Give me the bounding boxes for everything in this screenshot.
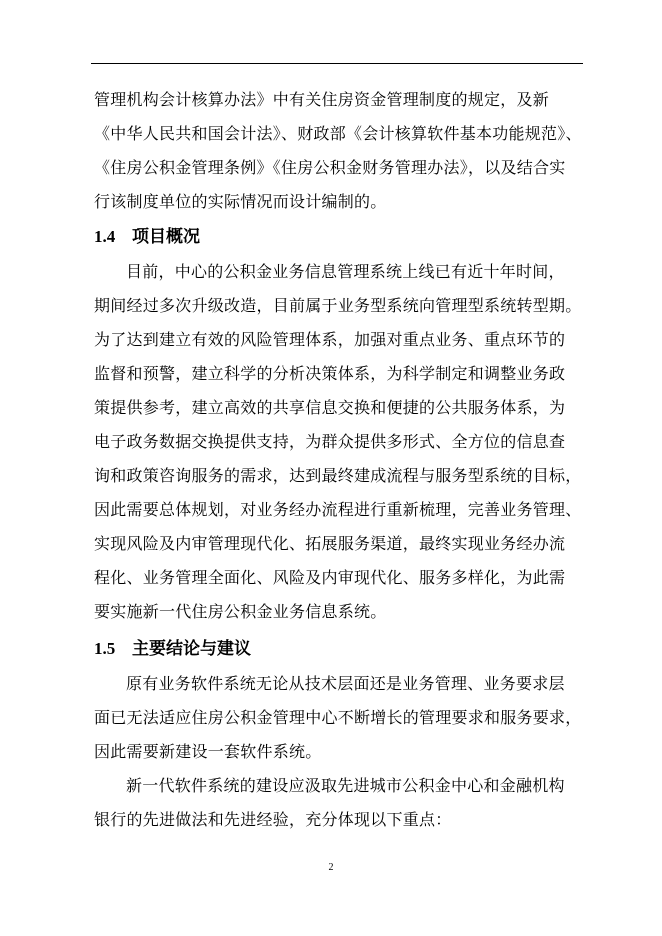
paragraph-line: 为了达到建立有效的风险管理体系，加强对重点业务、重点环节的 — [94, 330, 566, 349]
section-title: 主要结论与建议 — [132, 639, 251, 659]
paragraph-line: 原有业务软件系统无论从技术层面还是业务管理、业务要求层 — [126, 674, 565, 693]
paragraph-line: 电子政务数据交换提供支持，为群众提供多形式、全方位的信息查 — [94, 432, 566, 451]
section-heading-1-5 — [94, 636, 251, 662]
page-number: 2 — [328, 862, 334, 873]
paragraph-line: 要实施新一代住房公积金业务信息系统。 — [94, 602, 387, 621]
section-title: 项目概况 — [132, 227, 200, 247]
paragraph-line: 面已无法适应住房公积金管理中心不断增长的管理要求和服务要求， — [94, 708, 582, 727]
paragraph-line: 监督和预警，建立科学的分析决策体系，为科学制定和调整业务政 — [94, 364, 566, 383]
paragraph-line: 期间经过多次升级改造，目前属于业务型系统向管理型系统转型期。 — [94, 296, 582, 315]
paragraph-line: 《住房公积金管理条例》《住房公积金财务管理办法》，以及结合实 — [94, 158, 566, 177]
paragraph-line: 因此需要新建设一套软件系统。 — [94, 742, 322, 761]
paragraph-line: 程化、业务管理全面化、风险及内审现代化、服务多样化，为此需 — [94, 568, 566, 587]
paragraph-line: 新一代软件系统的建设应汲取先进城市公积金中心和金融机构 — [126, 776, 565, 795]
paragraph-line: 《中华人民共和国会计法》、财政部《会计核算软件基本功能规范》、 — [94, 124, 582, 143]
paragraph-line: 实现风险及内审管理现代化、拓展服务渠道，最终实现业务经办流 — [94, 534, 566, 553]
paragraph-line: 目前，中心的公积金业务信息管理系统上线已有近十年时间， — [126, 262, 565, 281]
paragraph-line: 银行的先进做法和先进经验，充分体现以下重点： — [94, 810, 452, 829]
section-number: 1.4 — [94, 227, 116, 246]
section-heading-1-4 — [94, 224, 200, 250]
header-rule — [91, 63, 583, 64]
paragraph-line: 策提供参考，建立高效的共享信息交换和便捷的公共服务体系，为 — [94, 398, 566, 417]
paragraph-line: 行该制度单位的实际情况而设计编制的。 — [94, 192, 387, 211]
section-number: 1.5 — [94, 639, 116, 658]
paragraph-line: 因此需要总体规划，对业务经办流程进行重新梳理，完善业务管理、 — [94, 500, 582, 519]
paragraph-line: 管理机构会计核算办法》中有关住房资金管理制度的规定，及新 — [94, 90, 550, 109]
paragraph-line: 询和政策咨询服务的需求，达到最终建成流程与服务型系统的目标， — [94, 466, 582, 485]
